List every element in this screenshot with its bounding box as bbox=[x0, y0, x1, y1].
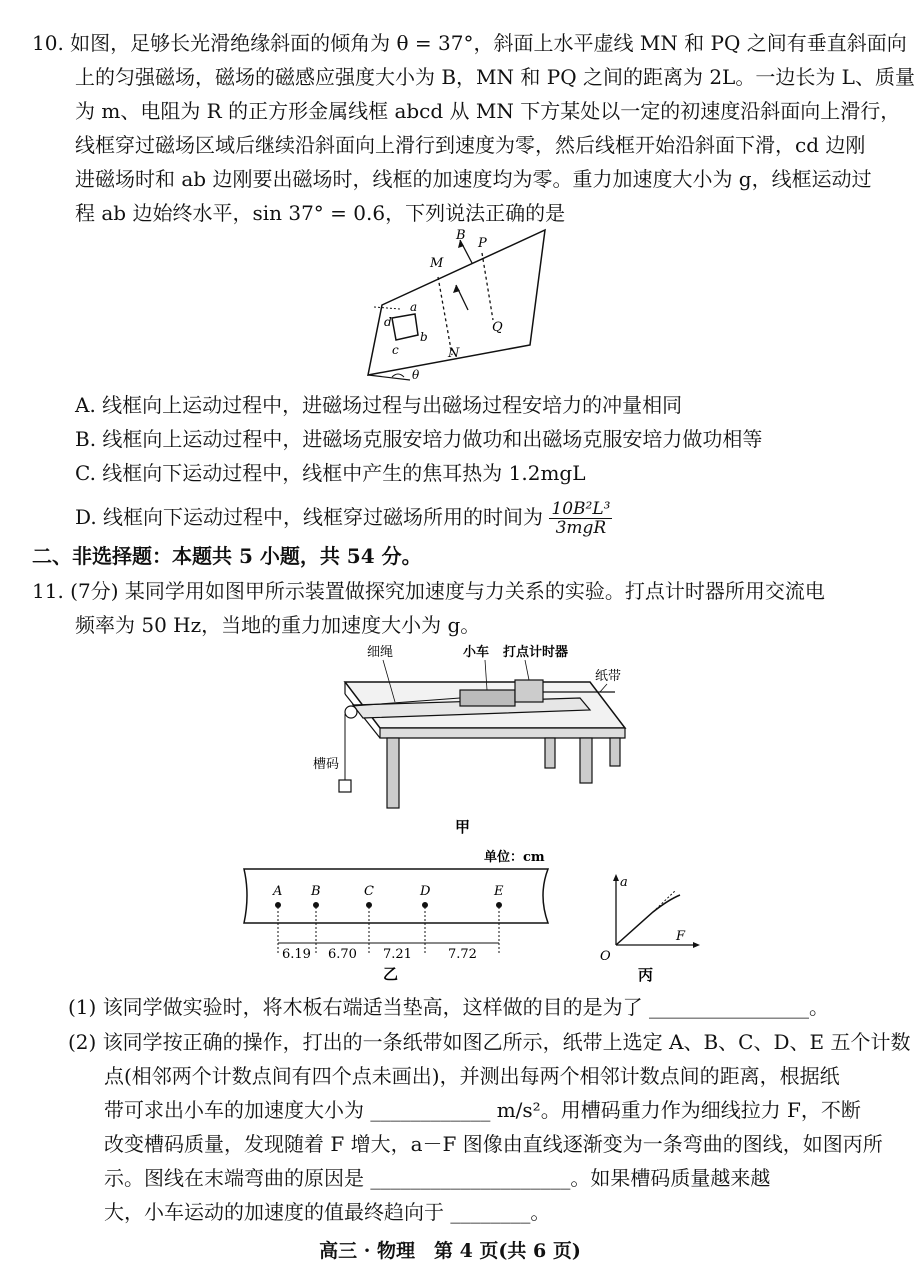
label-N: N bbox=[448, 346, 460, 361]
apparatus-figure bbox=[313, 640, 635, 850]
q11-part-2-line-5: 示。图线在末端弯曲的原因是 ____________________。如果槽码质量越来越 bbox=[104, 1166, 771, 1190]
q10-line-6: 程 ab 边始终水平，sin 37° = 0.6，下列说法正确的是 bbox=[75, 201, 566, 225]
table-leg bbox=[387, 738, 399, 808]
incline-figure bbox=[360, 225, 570, 385]
q11-part-2-line-2: 点(相邻两个计数点间有四个点未画出)，并测出每两个相邻计数点间的距离，根据纸 bbox=[104, 1064, 840, 1088]
timer bbox=[515, 680, 543, 702]
q11-part-2-line-4: 改变槽码质量，发现随着 F 增大，a－F 图像由直线逐渐变为一条弯曲的图线，如图丙所 bbox=[104, 1132, 883, 1156]
label-origin: O bbox=[600, 949, 611, 964]
q10-line-4: 线框穿过磁场区域后继续沿斜面向上滑行到速度为零，然后线框开始沿斜面下滑，cd 边刚 bbox=[75, 133, 866, 157]
incline-base bbox=[368, 375, 410, 380]
label-B: B bbox=[456, 228, 466, 243]
caption-bing: 丙 bbox=[638, 966, 654, 984]
option-a: A. 线框向上运动过程中，进磁场过程与出磁场过程安培力的冲量相同 bbox=[75, 393, 683, 417]
distance-ab: 6.19 bbox=[282, 947, 311, 962]
label-Q: Q bbox=[492, 320, 503, 335]
label-a-axis: a bbox=[620, 875, 628, 890]
option-d-fraction bbox=[549, 500, 612, 537]
hanging-weight bbox=[339, 780, 351, 792]
q11-part-2-line-6: 大，小车运动的加速度的值最终趋向于 ________。 bbox=[104, 1200, 551, 1224]
label-timer: 打点计时器 bbox=[503, 645, 569, 660]
distance-cd: 7.21 bbox=[383, 947, 412, 962]
q10-line-3: 为 m、电阻为 R 的正方形金属线框 abcd 从 MN 下方某处以一定的初速度沿斜面向上滑行， bbox=[75, 99, 901, 123]
option-b: B. 线框向上运动过程中，进磁场克服安培力做功和出磁场克服安培力做功相等 bbox=[75, 427, 763, 451]
section-2-heading: 二、非选择题：本题共 5 小题，共 54 分。 bbox=[32, 544, 422, 568]
label-theta: θ bbox=[412, 368, 420, 382]
curve bbox=[616, 895, 680, 945]
q10-line-2: 上的匀强磁场，磁场的磁感应强度大小为 B，MN 和 PQ 之间的距离为 2L。一边长为 L、质量 bbox=[75, 65, 915, 89]
label-C: C bbox=[364, 884, 374, 899]
a-f-graph bbox=[598, 870, 708, 985]
label-A: A bbox=[273, 884, 283, 899]
table-leg bbox=[580, 738, 592, 783]
mn-line bbox=[438, 277, 452, 355]
q11-part-1: (1) 该同学做实验时，将木板右端适当垫高，这样做的目的是为了 ________________。 bbox=[68, 995, 830, 1019]
label-c: c bbox=[392, 343, 399, 357]
label-B: B bbox=[311, 884, 321, 899]
label-cart: 小车 bbox=[463, 645, 490, 660]
q10-line-1: 10. 如图，足够长光滑绝缘斜面的倾角为 θ = 37°，斜面上水平虚线 MN 和 PQ 之间有垂直斜面向 bbox=[32, 31, 907, 55]
label-rope: 细绳 bbox=[367, 645, 394, 660]
label-F-axis: F bbox=[676, 929, 686, 944]
page-footer: 高三 · 物理 第 4 页(共 6 页) bbox=[319, 1240, 581, 1262]
pq-line bbox=[482, 253, 493, 320]
q10-line-5: 进磁场时和 ab 边刚要出磁场时，线框的加速度均为零。重力加速度大小为 g，线框运动过 bbox=[75, 167, 872, 191]
label-D: D bbox=[420, 884, 431, 899]
option-c: C. 线框向下运动过程中，线框中产生的焦耳热为 1.2mgL bbox=[75, 461, 586, 485]
option-d-text: D. 线框向下运动过程中，线框穿过磁场所用的时间为 bbox=[75, 505, 544, 529]
distance-de: 7.72 bbox=[448, 947, 477, 962]
pulley bbox=[345, 706, 357, 718]
caption-jia: 甲 bbox=[455, 818, 471, 836]
label-b: b bbox=[420, 330, 428, 344]
tape-points bbox=[275, 902, 502, 908]
label-tape: 纸带 bbox=[595, 669, 622, 684]
label-d: d bbox=[384, 315, 392, 329]
cart bbox=[460, 690, 515, 706]
tape-figure bbox=[238, 845, 558, 983]
q11-line-2: 频率为 50 Hz，当地的重力加速度大小为 g。 bbox=[75, 613, 481, 637]
label-weight: 槽码 bbox=[313, 757, 340, 772]
caption-yi: 乙 bbox=[383, 965, 399, 983]
q11-part-2-line-1: (2) 该同学按正确的操作，打出的一条纸带如图乙所示，纸带上选定 A、B、C、D、E 五个计数 bbox=[68, 1030, 911, 1054]
option-d bbox=[75, 500, 612, 537]
label-P: P bbox=[478, 236, 487, 251]
square-coil bbox=[392, 314, 418, 340]
distance-bc: 6.70 bbox=[328, 947, 357, 962]
extension-line bbox=[653, 890, 676, 912]
table-leg bbox=[610, 738, 620, 766]
label-M: M bbox=[430, 256, 444, 271]
unit-label: 单位：cm bbox=[484, 850, 545, 865]
label-a: a bbox=[410, 300, 418, 314]
label-E: E bbox=[494, 884, 504, 899]
fraction-denominator: 3mgR bbox=[555, 518, 607, 538]
angle-arc bbox=[392, 374, 404, 377]
fraction-numerator: 10B²L³ bbox=[551, 499, 611, 519]
q11-line-1: 11. (7分) 某同学用如图甲所示装置做探究加速度与力关系的实验。打点计时器所用交流电 bbox=[32, 579, 825, 603]
q11-part-2-line-3: 带可求出小车的加速度大小为 ____________ m/s²。用槽码重力作为细线拉力 F，不断 bbox=[104, 1098, 861, 1122]
